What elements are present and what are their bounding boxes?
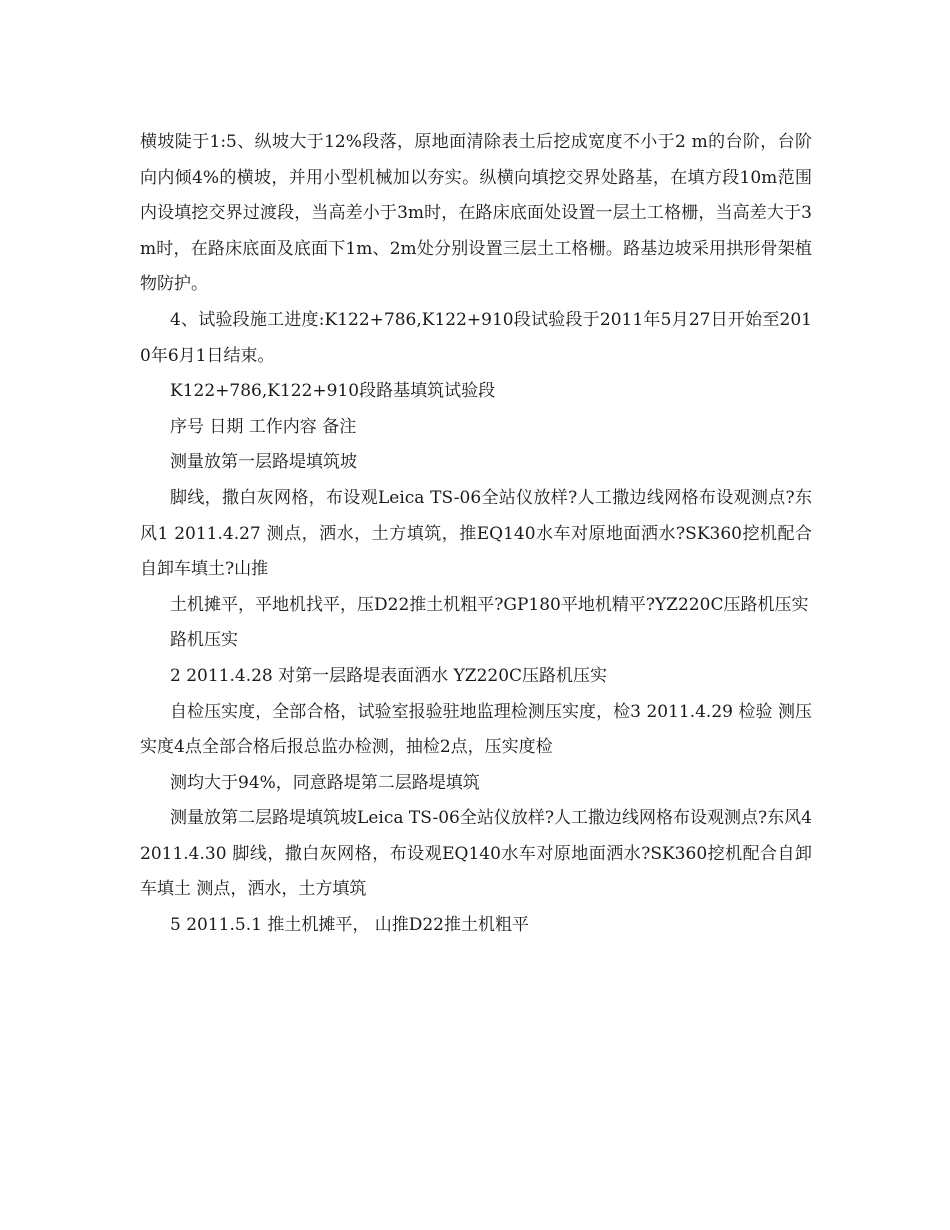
text-line: 测量放第一层路堤填筑坡 <box>170 452 357 473</box>
text-line: 路机压实 <box>170 630 238 651</box>
text-line: 栅。路基边坡采用拱形骨架植物防护。 <box>140 238 813 295</box>
text-line: 横坡陡于1:5、纵坡大于12%段落，原地面清除表土后挖成宽度不小于2 m的台 <box>140 132 743 152</box>
paragraph <box>140 588 812 624</box>
text-line: 5 2011.5.1 推土机摊平， 山推D22推土机粗平 <box>170 915 529 936</box>
text-line: 序号 日期 工作内容 备注 <box>170 416 357 437</box>
document-page <box>140 125 812 944</box>
text-line: 点?东风1 2011.4.27 测点，洒水，土方填筑，推EQ140水车对原地面洒水?SK360 <box>140 487 812 544</box>
text-line: 土工格栅，当高差大于3m时，在路床底面及底面下1m、2m处分别设置三层土工格 <box>140 203 812 259</box>
paragraph <box>140 410 812 446</box>
text-line: 填方段10m范围内设填挖交界过渡段，当高差小于3m时，在路床底面处设置一层 <box>140 167 812 224</box>
paragraph <box>140 445 812 481</box>
text-line: 2 2011.4.28 对第一层路堤表面洒水 YZ220C压路机压实 <box>170 665 608 686</box>
paragraph <box>140 623 812 659</box>
paragraph <box>140 303 812 374</box>
paragraph <box>140 766 812 802</box>
paragraph <box>140 908 812 944</box>
text-line: 压实 <box>774 594 809 615</box>
text-line: 测均大于94%，同意路堤第二层路堤填筑 <box>170 772 480 793</box>
paragraph <box>140 659 812 695</box>
text-line: K122+786,K122+910段路基填筑试验段 <box>170 381 496 402</box>
text-line: 4、试验段施工进度:K122+786,K122+910段试验段于2011年5月27日开始至 <box>170 309 780 330</box>
text-line: 自检压实度，全部合格，试验室报验驻地监理检测压实度，检3 2011.4.29 检 <box>170 701 756 722</box>
paragraph <box>140 374 812 410</box>
paragraph <box>140 481 812 588</box>
paragraph <box>140 801 812 908</box>
paragraph <box>140 125 812 303</box>
text-line: 挖机配合自卸车填土?山推 <box>140 523 812 580</box>
text-line: 验 测压实度4点全部合格后报总监办检测，抽检2点，压实度检 <box>140 701 812 758</box>
paragraph <box>140 695 812 766</box>
text-line: 点?东风4 2011.4.30 脚线，撒白灰网格，布设观EQ140水车对原地面洒水?SK360 <box>140 808 812 864</box>
text-line: 阶，台阶向内倾4%的横坡，并用小型机械加以夯实。纵横向填挖交界处路基，在 <box>140 132 813 188</box>
text-line: 挖机配合自卸车填土 测点，洒水，土方填筑 <box>140 843 813 900</box>
text-line: 测量放第二层路堤填筑坡Leica TS-06全站仪放样?人工撒边线网格布设观测 <box>170 808 742 829</box>
text-line: 2010年6月1日结束。 <box>140 309 812 366</box>
text-line: 土机摊平，平地机找平，压D22推土机粗平?GP180平地机精平?YZ220C压路机 <box>170 594 775 615</box>
text-line: 脚线，撒白灰网格，布设观Leica TS-06全站仪放样?人工撒边线网格布设观测 <box>170 487 769 508</box>
document-body <box>140 125 812 944</box>
